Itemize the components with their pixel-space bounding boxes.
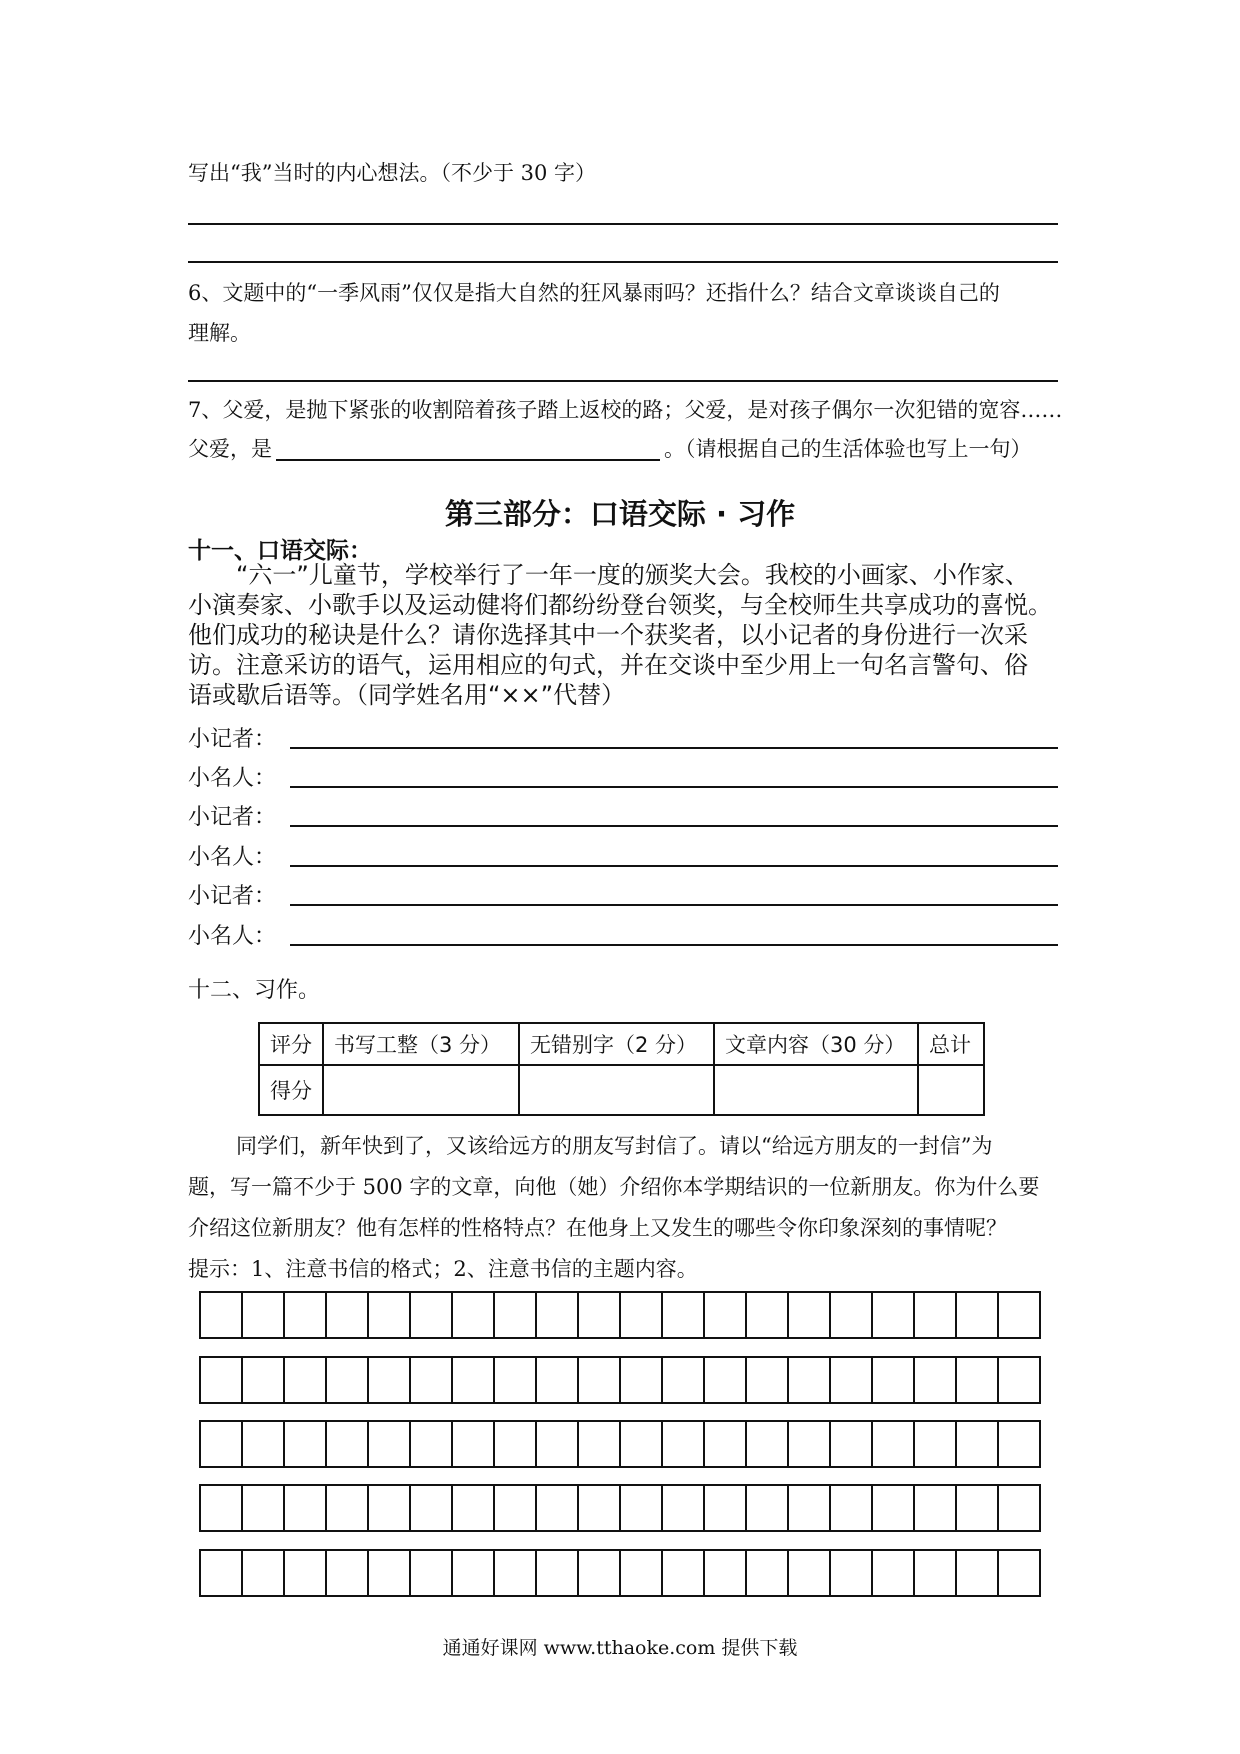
- writing-grid-cell[interactable]: [411, 1356, 453, 1404]
- prompt-line: 同学们，新年快到了，又该给远方的朋友写封信了。请以“给远方朋友的一封信”为: [236, 1134, 993, 1158]
- writing-grid-cell[interactable]: [201, 1420, 243, 1468]
- writing-grid-cell[interactable]: [957, 1291, 999, 1339]
- writing-grid-cell[interactable]: [999, 1484, 1041, 1532]
- writing-grid-cell[interactable]: [495, 1484, 537, 1532]
- writing-grid-cell[interactable]: [789, 1420, 831, 1468]
- writing-grid-cell[interactable]: [369, 1356, 411, 1404]
- writing-grid-cell[interactable]: [537, 1356, 579, 1404]
- score-header-cell: 总计: [918, 1023, 984, 1065]
- writing-grid-cell[interactable]: [495, 1549, 537, 1597]
- writing-grid-cell[interactable]: [243, 1356, 285, 1404]
- writing-grid-cell[interactable]: [621, 1484, 663, 1532]
- writing-grid-cell[interactable]: [327, 1291, 369, 1339]
- writing-grid-cell[interactable]: [957, 1356, 999, 1404]
- writing-grid-cell[interactable]: [621, 1420, 663, 1468]
- dialogue-row: [188, 791, 1058, 831]
- dialogue-label: 小记者：: [188, 884, 277, 909]
- oral-line: 语或歇后语等。（同学姓名用“××”代替）: [188, 681, 626, 709]
- dialogue-answer-line[interactable]: [290, 799, 1058, 827]
- writing-grid-cell[interactable]: [957, 1484, 999, 1532]
- writing-grid-cell[interactable]: [621, 1356, 663, 1404]
- writing-grid-cell[interactable]: [621, 1549, 663, 1597]
- writing-grid-cell[interactable]: [999, 1549, 1041, 1597]
- writing-grid-cell[interactable]: [285, 1420, 327, 1468]
- writing-grid-cell[interactable]: [411, 1291, 453, 1339]
- writing-grid-row: [199, 1420, 1041, 1468]
- dialogue-row: [188, 752, 1058, 792]
- writing-grid-cell[interactable]: [453, 1549, 495, 1597]
- dialogue-answer-line[interactable]: [290, 918, 1058, 946]
- writing-grid-cell[interactable]: [663, 1549, 705, 1597]
- writing-grid-cell[interactable]: [327, 1549, 369, 1597]
- score-header-cell: 文章内容（30 分）: [714, 1023, 918, 1065]
- writing-grid-cell[interactable]: [831, 1291, 873, 1339]
- prompt-line: 介绍这位新朋友？他有怎样的性格特点？在他身上又发生的哪些令你印象深刻的事情呢？: [188, 1216, 1007, 1240]
- writing-grid-cell[interactable]: [747, 1484, 789, 1532]
- writing-grid-cell[interactable]: [621, 1291, 663, 1339]
- oral-line: 小演奏家、小歌手以及运动健将们都纷纷登台领奖，与全校师生共享成功的喜悦。: [188, 591, 1052, 619]
- writing-grid-cell[interactable]: [831, 1484, 873, 1532]
- writing-grid-cell[interactable]: [243, 1549, 285, 1597]
- writing-grid-cell[interactable]: [327, 1420, 369, 1468]
- writing-grid-cell[interactable]: [915, 1291, 957, 1339]
- score-label-cell: 得分: [259, 1065, 323, 1115]
- writing-grid-cell[interactable]: [789, 1484, 831, 1532]
- writing-grid-cell[interactable]: [663, 1420, 705, 1468]
- writing-grid-cell[interactable]: [201, 1549, 243, 1597]
- writing-grid-cell[interactable]: [831, 1356, 873, 1404]
- writing-grid-cell[interactable]: [201, 1484, 243, 1532]
- writing-grid-cell[interactable]: [915, 1549, 957, 1597]
- writing-heading: 十二、习作。: [188, 978, 321, 1003]
- dialogue-answer-line[interactable]: [290, 878, 1058, 906]
- writing-grid-cell[interactable]: [201, 1356, 243, 1404]
- writing-grid-cell[interactable]: [453, 1291, 495, 1339]
- answer-line[interactable]: [188, 380, 1058, 382]
- oral-paragraph: [188, 560, 1068, 710]
- writing-grid-cell[interactable]: [579, 1291, 621, 1339]
- writing-grid-cell[interactable]: [663, 1356, 705, 1404]
- writing-grid-cell[interactable]: [873, 1420, 915, 1468]
- writing-grid-cell[interactable]: [705, 1484, 747, 1532]
- writing-grid-cell[interactable]: [999, 1291, 1041, 1339]
- writing-grid-cell[interactable]: [579, 1549, 621, 1597]
- writing-grid-cell[interactable]: [705, 1549, 747, 1597]
- oral-line: 访。注意采访的语气，运用相应的句式，并在交谈中至少用上一句名言警句、俗: [188, 651, 1028, 679]
- writing-grid-cell[interactable]: [915, 1356, 957, 1404]
- writing-grid-cell[interactable]: [495, 1420, 537, 1468]
- dialogue-row: [188, 910, 1058, 950]
- dialogue-row: [188, 870, 1058, 910]
- q7-line2: [188, 434, 1032, 464]
- score-input-cell[interactable]: [918, 1065, 984, 1115]
- answer-line[interactable]: [188, 223, 1058, 225]
- writing-grid-cell[interactable]: [327, 1356, 369, 1404]
- writing-grid-cell[interactable]: [243, 1291, 285, 1339]
- writing-grid-cell[interactable]: [705, 1291, 747, 1339]
- writing-grid-cell[interactable]: [873, 1484, 915, 1532]
- writing-grid-cell[interactable]: [369, 1291, 411, 1339]
- score-input-cell[interactable]: [714, 1065, 918, 1115]
- writing-grid-cell[interactable]: [789, 1549, 831, 1597]
- writing-grid-cell[interactable]: [873, 1356, 915, 1404]
- writing-grid-cell[interactable]: [915, 1484, 957, 1532]
- footer-text: 通通好课网 www.tthaoke.com 提供下载: [442, 1637, 798, 1659]
- dialogue-answer-line[interactable]: [290, 721, 1058, 749]
- writing-grid-cell[interactable]: [873, 1549, 915, 1597]
- writing-grid-cell[interactable]: [537, 1549, 579, 1597]
- writing-grid-cell[interactable]: [747, 1420, 789, 1468]
- dialogue-label: 小名人：: [188, 845, 277, 870]
- writing-grid-cell[interactable]: [747, 1356, 789, 1404]
- writing-grid-cell[interactable]: [957, 1549, 999, 1597]
- writing-grid-cell[interactable]: [579, 1484, 621, 1532]
- answer-line[interactable]: [188, 261, 1058, 263]
- writing-grid-cell[interactable]: [831, 1420, 873, 1468]
- writing-grid-cell[interactable]: [411, 1549, 453, 1597]
- writing-grid-row: [199, 1356, 1041, 1404]
- prompt-tip: 提示：1、注意书信的格式；2、注意书信的主题内容。: [188, 1257, 698, 1281]
- writing-grid-cell[interactable]: [285, 1484, 327, 1532]
- writing-grid-cell[interactable]: [873, 1291, 915, 1339]
- writing-grid-row: [199, 1291, 1041, 1339]
- prompt-line: 题，写一篇不少于 500 字的文章，向他（她）介绍你本学期结识的一位新朋友。你为什么要: [188, 1175, 1040, 1199]
- writing-grid-cell[interactable]: [243, 1484, 285, 1532]
- writing-grid-cell[interactable]: [663, 1484, 705, 1532]
- writing-grid-cell[interactable]: [957, 1420, 999, 1468]
- score-header-cell: 评分: [259, 1023, 323, 1065]
- score-header-cell: 书写工整（3 分）: [323, 1023, 519, 1065]
- writing-grid-cell[interactable]: [369, 1549, 411, 1597]
- part3-title: 第三部分：口语交际 · 习作: [444, 497, 796, 531]
- oral-heading: 十一、口语交际：: [188, 538, 372, 564]
- dialogue-label: 小记者：: [188, 805, 277, 830]
- q6-line2: 理解。: [188, 321, 251, 345]
- dialogue-label: 小名人：: [188, 924, 277, 949]
- writing-grid-cell[interactable]: [915, 1420, 957, 1468]
- writing-grid-cell[interactable]: [831, 1549, 873, 1597]
- writing-grid-cell[interactable]: [579, 1420, 621, 1468]
- writing-grid-cell[interactable]: [789, 1356, 831, 1404]
- writing-grid-cell[interactable]: [327, 1484, 369, 1532]
- writing-grid-cell[interactable]: [705, 1356, 747, 1404]
- writing-grid-cell[interactable]: [579, 1356, 621, 1404]
- q6-line1: 6、文题中的“一季风雨”仅仅是指大自然的狂风暴雨吗？还指什么？结合文章谈谈自己的: [188, 281, 1000, 305]
- writing-grid-cell[interactable]: [495, 1356, 537, 1404]
- dialogue-answer-line[interactable]: [290, 839, 1058, 867]
- writing-grid-row: [199, 1484, 1041, 1532]
- writing-grid-cell[interactable]: [537, 1291, 579, 1339]
- writing-grid-cell[interactable]: [747, 1549, 789, 1597]
- oral-line: 他们成功的秘诀是什么？请你选择其中一个获奖者，以小记者的身份进行一次采: [188, 621, 1028, 649]
- writing-grid-cell[interactable]: [285, 1549, 327, 1597]
- dialogue-label: 小名人：: [188, 766, 277, 791]
- dialogue-label: 小记者：: [188, 727, 277, 752]
- writing-grid-cell[interactable]: [243, 1420, 285, 1468]
- writing-grid-cell[interactable]: [453, 1356, 495, 1404]
- writing-grid-cell[interactable]: [453, 1484, 495, 1532]
- dialogue-answer-line[interactable]: [290, 760, 1058, 788]
- writing-grid-cell[interactable]: [285, 1291, 327, 1339]
- writing-grid-cell[interactable]: [999, 1420, 1041, 1468]
- writing-grid-cell[interactable]: [789, 1291, 831, 1339]
- writing-grid-cell[interactable]: [369, 1484, 411, 1532]
- writing-grid-cell[interactable]: [747, 1291, 789, 1339]
- writing-grid-cell[interactable]: [663, 1291, 705, 1339]
- oral-line: “六一”儿童节，学校举行了一年一度的颁奖大会。我校的小画家、小作家、: [236, 561, 1029, 589]
- writing-grid-row: [199, 1549, 1041, 1597]
- dialogue-row: [188, 831, 1058, 871]
- writing-grid-cell[interactable]: [411, 1484, 453, 1532]
- score-header-cell: 无错别字（2 分）: [519, 1023, 714, 1065]
- writing-grid-cell[interactable]: [411, 1420, 453, 1468]
- writing-grid-cell[interactable]: [453, 1420, 495, 1468]
- writing-grid-cell[interactable]: [369, 1420, 411, 1468]
- score-value-row: [259, 1065, 984, 1115]
- q7-suffix: 。（请根据自己的生活体验也写上一句）: [664, 437, 1032, 461]
- dialogue-row: [188, 713, 1058, 753]
- score-input-cell[interactable]: [323, 1065, 519, 1115]
- writing-grid-cell[interactable]: [495, 1291, 537, 1339]
- q7-line1: 7、父爱，是抛下紧张的收割陪着孩子踏上返校的路；父爱，是对孩子偶尔一次犯错的宽容……: [188, 398, 1063, 422]
- score-table: [258, 1022, 985, 1116]
- writing-grid-cell[interactable]: [537, 1484, 579, 1532]
- score-input-cell[interactable]: [519, 1065, 714, 1115]
- writing-grid-cell[interactable]: [705, 1420, 747, 1468]
- writing-grid-cell[interactable]: [537, 1420, 579, 1468]
- score-header-row: [259, 1023, 984, 1065]
- q5-text: 写出“我”当时的内心想法。（不少于 30 字）: [188, 161, 597, 185]
- writing-grid-cell[interactable]: [999, 1356, 1041, 1404]
- q7-blank[interactable]: [276, 435, 660, 461]
- q7-prefix: 父爱，是: [188, 437, 272, 461]
- writing-grid-cell[interactable]: [201, 1291, 243, 1339]
- writing-grid-cell[interactable]: [285, 1356, 327, 1404]
